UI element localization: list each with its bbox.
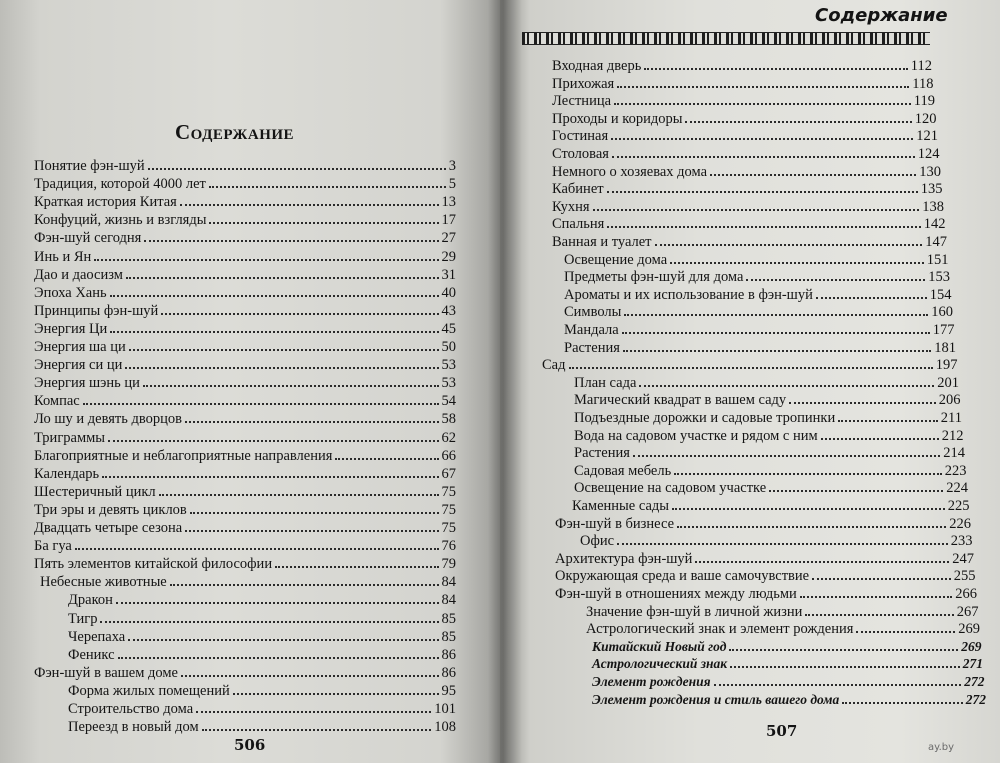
toc-entry-title: План сада	[574, 374, 637, 391]
toc-entry-page: 58	[441, 411, 456, 428]
dot-leader	[729, 649, 958, 651]
dot-leader	[129, 349, 439, 351]
toc-entry-page: 151	[926, 251, 949, 268]
toc-entry-title: Понятие фэн-шуй	[34, 158, 145, 174]
toc-entry-title: Двадцать четыре сезона	[34, 520, 183, 536]
dot-leader	[170, 584, 439, 586]
dot-leader	[593, 209, 920, 211]
toc-entry-page: 101	[434, 701, 456, 717]
right-page	[500, 0, 1000, 763]
toc-entry-page: 53	[441, 375, 456, 392]
toc-entry-title: Элемент рождения и стиль вашего дома	[592, 691, 840, 707]
toc-entry	[574, 461, 967, 479]
toc-entry-title: Проходы и коридоры	[552, 110, 683, 127]
toc-entry-page: 54	[441, 393, 456, 410]
toc-entry	[68, 627, 456, 645]
toc-entry-page: 45	[441, 320, 456, 337]
toc-entry-page: 108	[434, 719, 456, 736]
page-number-left: 506	[234, 736, 266, 754]
dot-leader	[614, 103, 911, 105]
dot-leader	[842, 702, 962, 704]
dot-leader	[185, 421, 439, 423]
toc-entry-title: Прихожая	[552, 75, 615, 92]
dot-leader	[622, 332, 930, 334]
toc-entry	[564, 338, 956, 356]
dot-leader	[144, 240, 438, 242]
toc-entry-page: 226	[949, 515, 971, 532]
toc-entry-page: 75	[441, 483, 456, 500]
toc-entry	[34, 391, 456, 409]
toc-entry	[34, 319, 456, 337]
toc-entry-page: 147	[925, 234, 947, 250]
toc-entry	[552, 144, 940, 162]
page-title: Содержание	[175, 120, 295, 144]
toc-entry-title: Ванная и туалет	[552, 234, 652, 250]
toc-entry-page: 119	[913, 93, 935, 110]
dot-leader	[800, 596, 953, 598]
dot-leader	[116, 602, 439, 604]
toc-entry	[555, 549, 974, 567]
toc-entry-page: 50	[441, 339, 456, 355]
dot-leader	[161, 313, 438, 315]
toc-entry	[574, 426, 964, 444]
dot-leader	[190, 512, 439, 514]
toc-entry-page: 154	[929, 286, 952, 303]
toc-entry-title: Благоприятные и неблагоприятные направления	[34, 447, 333, 464]
toc-entry-title: Ло шу и девять дворцов	[34, 411, 182, 428]
toc-entry-title: Сад	[542, 357, 566, 374]
toc-entry-title: Энергия Ци	[34, 320, 108, 337]
toc-entry	[552, 214, 946, 232]
toc-entry-page: 269	[958, 621, 980, 638]
toc-entry	[592, 672, 985, 690]
toc-entry-title: Энергия ша ци	[34, 339, 126, 355]
dot-leader	[611, 138, 913, 140]
dot-leader	[730, 666, 960, 668]
toc-entry	[564, 302, 953, 320]
toc-entry	[34, 228, 456, 246]
toc-entry-page: 75	[441, 520, 456, 536]
dot-leader	[180, 204, 439, 206]
toc-entry	[34, 554, 456, 572]
toc-entry	[34, 247, 456, 265]
dot-leader	[812, 578, 951, 580]
toc-entry-page: 40	[441, 284, 456, 301]
toc-entry-title: Компас	[34, 393, 80, 410]
dot-leader	[185, 530, 438, 532]
toc-entry-title: Строительство дома	[68, 701, 194, 717]
toc-entry	[34, 500, 456, 518]
toc-entry-page: 124	[917, 146, 940, 162]
toc-entry-title: Фэн-шуй в вашем доме	[34, 664, 178, 681]
toc-entry	[68, 590, 456, 608]
toc-entry-page: 255	[953, 568, 976, 585]
toc-entry	[552, 91, 935, 109]
dot-leader	[639, 385, 934, 387]
toc-entry-page: 267	[956, 603, 979, 620]
toc-entry	[34, 337, 456, 355]
toc-entry	[580, 531, 973, 549]
toc-entry	[552, 74, 934, 92]
toc-entry	[574, 408, 962, 426]
dot-leader	[159, 494, 439, 496]
toc-entry-title: Китайский Новый год	[592, 638, 727, 654]
toc-entry	[592, 637, 982, 655]
toc-entry-title: Садовая мебель	[574, 462, 672, 479]
toc-entry-title: Растения	[574, 445, 630, 462]
toc-entry-title: Фэн-шуй в отношениях между людьми	[555, 586, 797, 602]
toc-entry	[34, 301, 456, 319]
toc-entry-page: 142	[923, 216, 946, 233]
dot-leader	[746, 279, 925, 281]
toc-entry-title: Фэн-шуй в бизнесе	[555, 515, 675, 532]
toc-entry	[586, 602, 979, 620]
toc-entry-title: Эпоха Хань	[34, 284, 107, 301]
toc-entry-title: Шестеричный цикл	[34, 483, 156, 500]
toc-entry-title: Окружающая среда и ваше самочувствие	[555, 568, 810, 585]
toc-entry-title: Офис	[580, 533, 615, 550]
toc-entry-page: 266	[955, 586, 977, 602]
toc-entry-title: Освещение на садовом участке	[574, 480, 767, 497]
toc-entry-page: 66	[441, 447, 456, 464]
dot-leader	[672, 508, 945, 510]
dot-leader	[128, 639, 438, 641]
toc-entry	[564, 250, 949, 268]
dot-leader	[714, 684, 962, 686]
dot-leader	[710, 174, 916, 176]
toc-entry-title: Фэн-шуй сегодня	[34, 230, 142, 247]
toc-entry-page: 29	[441, 248, 456, 265]
dot-leader	[821, 438, 939, 440]
toc-entry-page: 112	[910, 58, 932, 74]
toc-entry-page: 43	[441, 302, 456, 319]
toc-entry-title: Немного о хозяевах дома	[552, 163, 708, 180]
dot-leader	[83, 403, 439, 405]
toc-entry	[34, 210, 456, 228]
dot-leader	[789, 402, 936, 404]
toc-entry-page: 206	[938, 392, 961, 409]
toc-entry-page: 86	[441, 646, 456, 663]
dot-leader	[110, 331, 438, 333]
dot-leader	[335, 458, 438, 460]
toc-entry-title: Энергия шэнь ци	[34, 375, 140, 392]
toc-entry-page: 84	[441, 592, 456, 609]
toc-entry	[552, 126, 938, 144]
toc-entry-title: Небесные животные	[40, 574, 167, 591]
dot-leader	[126, 277, 439, 279]
toc-entry	[555, 514, 971, 532]
toc-entry-page: 120	[914, 110, 937, 127]
dot-leader	[108, 440, 438, 442]
dot-leader	[624, 314, 928, 316]
toc-entry-page: 84	[441, 574, 456, 591]
decorative-border	[522, 32, 930, 45]
toc-entry	[564, 267, 950, 285]
toc-entry	[552, 56, 932, 74]
dot-leader	[805, 614, 953, 616]
toc-entry-page: 138	[922, 198, 944, 215]
toc-entry-title: Магический квадрат в вашем саду	[574, 392, 787, 409]
dot-leader	[644, 68, 907, 70]
toc-entry-title: Элемент рождения	[592, 674, 711, 689]
toc-entry-title: Инь и Ян	[34, 248, 92, 265]
toc-entry-title: Предметы фэн-шуй для дома	[564, 269, 744, 286]
toc-entry	[574, 478, 968, 496]
toc-entry-title: Дао и даосизм	[34, 266, 123, 283]
toc-entry-page: 160	[931, 304, 953, 321]
dot-leader	[143, 385, 439, 387]
dot-leader	[674, 473, 942, 475]
toc-entry-title: Традиция, которой 4000 лет	[34, 176, 206, 193]
dot-leader	[209, 222, 438, 224]
toc-entry	[68, 699, 456, 717]
toc-entry-page: 197	[935, 357, 958, 374]
toc-entry-page: 247	[952, 550, 974, 567]
toc-entry-page: 214	[943, 445, 965, 462]
toc-entry-page: 31	[441, 266, 456, 283]
toc-entry	[34, 174, 456, 192]
toc-entry	[34, 156, 456, 174]
toc-entry-page: 17	[441, 212, 456, 229]
dot-leader	[233, 693, 439, 695]
dot-leader	[607, 191, 918, 193]
toc-entry-page: 118	[912, 75, 934, 92]
dot-leader	[75, 548, 439, 550]
toc-entry-title: Триграммы	[34, 429, 106, 446]
dot-leader	[94, 259, 438, 261]
toc-entry-page: 27	[441, 230, 456, 247]
toc-entry	[68, 609, 456, 627]
toc-entry-page: 269	[961, 638, 982, 654]
toc-entry	[34, 536, 456, 554]
toc-entry	[34, 663, 456, 681]
toc-entry	[34, 265, 456, 283]
toc-entry	[552, 232, 947, 250]
toc-entry	[34, 518, 456, 536]
toc-entry-title: Астрологический знак и элемент рождения	[586, 621, 854, 638]
toc-entry-page: 130	[919, 163, 941, 180]
toc-entry-title: Подъездные дорожки и садовые тропинки	[574, 410, 836, 426]
dot-leader	[110, 295, 439, 297]
toc-entry-title: Растения	[564, 339, 620, 356]
dot-leader	[633, 455, 940, 457]
toc-entry	[552, 179, 943, 197]
toc-entry-title: Три эры и девять циклов	[34, 501, 187, 518]
toc-entry	[34, 409, 456, 427]
toc-entry-page: 13	[441, 194, 456, 211]
toc-entry	[572, 496, 970, 514]
toc-entry-title: Мандала	[564, 322, 619, 338]
toc-entry-title: Входная дверь	[552, 58, 642, 74]
toc-entry-title: Символы	[564, 304, 622, 321]
toc-entry-title: Лестница	[552, 93, 612, 110]
toc-entry-page: 62	[441, 429, 456, 446]
toc-entry	[574, 443, 965, 461]
toc-entry-title: Вода на садовом участке и рядом с ним	[574, 427, 818, 444]
toc-entry	[34, 355, 456, 373]
toc-entry-page: 121	[916, 128, 938, 145]
toc-entry	[34, 373, 456, 391]
dot-leader	[275, 566, 438, 568]
dot-leader	[623, 350, 931, 352]
toc-entry-title: Календарь	[34, 465, 100, 482]
toc-entry-title: Значение фэн-шуй в личной жизни	[586, 603, 803, 620]
toc-entry-page: 76	[441, 538, 456, 555]
dot-leader	[209, 186, 446, 188]
toc-entry-title: Тигр	[68, 610, 98, 627]
toc-entry-page: 233	[950, 533, 973, 550]
toc-entry	[592, 654, 983, 672]
dot-leader	[617, 86, 909, 88]
toc-entry-page: 177	[932, 322, 955, 338]
dot-leader	[695, 561, 949, 563]
dot-leader	[125, 367, 438, 369]
dot-leader	[569, 367, 933, 369]
dot-leader	[677, 526, 946, 528]
toc-entry	[564, 285, 952, 303]
toc-entry-title: Краткая история Китая	[34, 194, 177, 211]
toc-entry	[34, 283, 456, 301]
dot-leader	[670, 262, 924, 264]
dot-leader	[838, 420, 938, 422]
toc-entry-title: Столовая	[552, 146, 609, 162]
toc-entry	[34, 192, 456, 210]
toc-entry-page: 225	[947, 498, 970, 514]
toc-entry	[34, 482, 456, 500]
toc-entry	[34, 446, 456, 464]
toc-entry-page: 201	[937, 374, 959, 391]
toc-entry-page: 79	[441, 556, 456, 573]
dot-leader	[685, 121, 911, 123]
dot-leader	[102, 476, 438, 478]
toc-entry-title: Дракон	[68, 592, 113, 609]
toc-entry-page: 53	[441, 357, 456, 374]
toc-entry-title: Форма жилых помещений	[68, 682, 230, 699]
toc-entry-title: Феникс	[68, 646, 115, 663]
toc-entry-title: Ба гуа	[34, 538, 72, 555]
book-gutter-shadow	[488, 0, 522, 763]
toc-entry	[68, 645, 456, 663]
dot-leader	[202, 729, 432, 731]
toc-entry-title: Энергия си ци	[34, 357, 123, 374]
toc-entry-title: Кухня	[552, 198, 590, 215]
toc-entry-page: 85	[441, 628, 456, 645]
toc-entry-title: Переезд в новый дом	[68, 719, 199, 736]
toc-entry-page: 211	[940, 410, 962, 426]
toc-entry-page: 135	[920, 181, 943, 198]
toc-entry-page: 271	[962, 656, 983, 672]
running-head: Содержание	[815, 5, 948, 26]
dot-leader	[196, 711, 431, 713]
toc-entry	[552, 197, 944, 215]
dot-leader	[655, 244, 923, 246]
toc-entry	[555, 566, 976, 584]
toc-entry-page: 181	[934, 339, 956, 356]
dot-leader	[181, 675, 439, 677]
toc-entry	[552, 109, 937, 127]
toc-entry-page: 153	[928, 269, 950, 286]
toc-entry	[68, 681, 456, 699]
toc-entry-page: 3	[448, 158, 456, 174]
dot-leader	[617, 543, 948, 545]
toc-entry-page: 212	[941, 427, 964, 444]
toc-entry-title: Конфуций, жизнь и взгляды	[34, 212, 207, 229]
toc-entry-title: Спальня	[552, 216, 605, 233]
toc-entry	[586, 619, 980, 637]
toc-entry	[564, 320, 955, 338]
page-number-right: 507	[766, 722, 798, 740]
toc-entry-page: 75	[441, 501, 456, 518]
toc-entry-page: 67	[441, 465, 456, 482]
toc-entry	[34, 464, 456, 482]
dot-leader	[148, 168, 446, 170]
toc-entry	[574, 373, 959, 391]
toc-entry-title: Астрологический знак	[592, 656, 728, 672]
toc-entry-page: 85	[441, 610, 456, 627]
toc-entry	[552, 162, 941, 180]
toc-entry-page: 224	[946, 480, 968, 497]
toc-entry-title: Пять элементов китайской философии	[34, 556, 273, 573]
toc-entry-title: Гостиная	[552, 128, 609, 145]
toc-entry-page: 95	[441, 682, 456, 699]
toc-entry-title: Черепаха	[68, 628, 126, 645]
toc-entry	[542, 355, 958, 373]
toc-entry-title: Принципы фэн-шуй	[34, 302, 159, 319]
toc-entry-title: Каменные сады	[572, 498, 670, 514]
toc-entry-page: 223	[944, 462, 967, 479]
dot-leader	[856, 631, 955, 633]
toc-entry-title: Кабинет	[552, 181, 604, 198]
toc-entry-title: Ароматы и их использование в фэн-шуй	[564, 286, 813, 303]
dot-leader	[816, 297, 927, 299]
toc-entry	[34, 428, 456, 446]
toc-entry	[592, 690, 986, 708]
toc-entry-page: 272	[964, 674, 985, 689]
dot-leader	[612, 156, 915, 158]
toc-entry	[40, 572, 456, 590]
toc-entry-title: Архитектура фэн-шуй	[555, 550, 693, 567]
toc-entry-page: 272	[965, 691, 986, 707]
toc-entry	[68, 717, 456, 735]
toc-entry	[574, 390, 961, 408]
dot-leader	[100, 621, 438, 623]
dot-leader	[607, 226, 920, 228]
toc-entry-page: 5	[448, 176, 456, 193]
toc-entry-title: Освещение дома	[564, 251, 668, 268]
dot-leader	[118, 657, 439, 659]
watermark: ay.by	[928, 742, 955, 753]
dot-leader	[769, 490, 943, 492]
toc-entry-page: 86	[441, 664, 456, 681]
toc-entry	[555, 584, 977, 602]
